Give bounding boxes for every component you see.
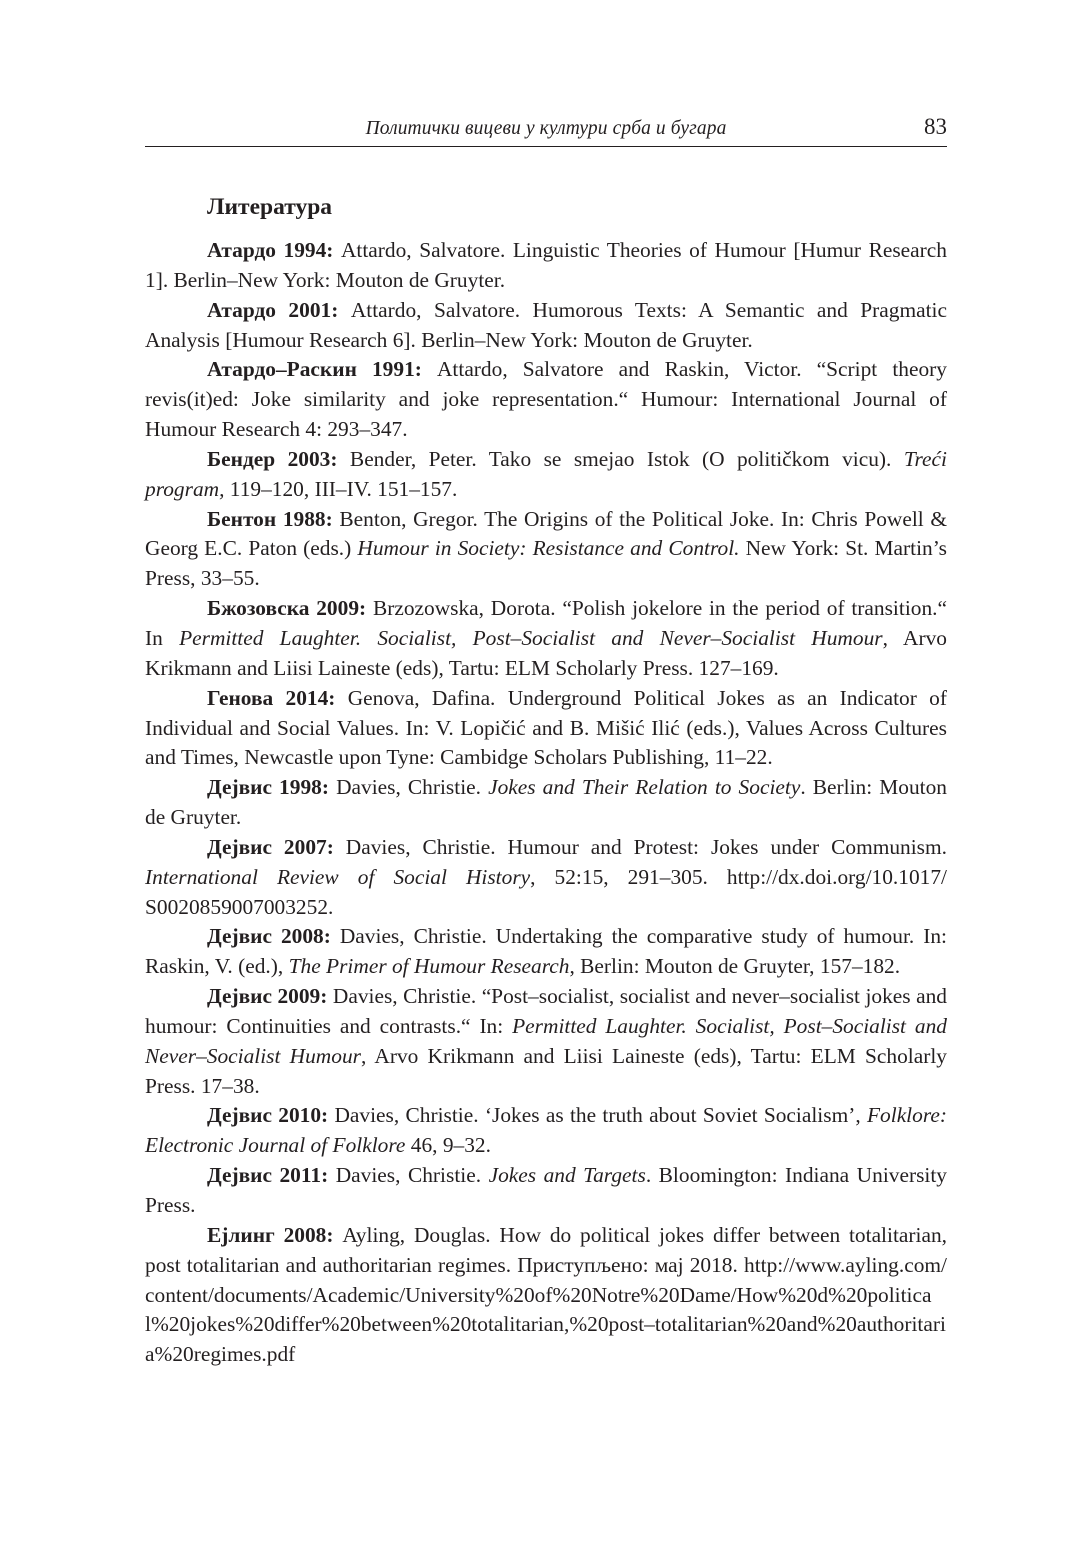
reference-entry xyxy=(145,773,947,833)
reference-italic-title: Humour in Society: Resistance and Control. xyxy=(357,536,740,561)
reference-key: Атардо 2001: xyxy=(207,297,339,322)
reference-text: Davies, Christie. xyxy=(335,1163,482,1188)
reference-text: Ayling, Douglas. How do political jokes differ between totalitarian, post totalitarian and authoritarian regimes. Приступљено: мај 2018. xyxy=(145,1222,947,1277)
reference-text: . Bloomington: Indiana University Press. xyxy=(145,1163,947,1217)
reference-entry xyxy=(145,236,947,296)
reference-entry xyxy=(145,1221,947,1370)
page-number: 83 xyxy=(924,114,947,139)
reference-entry xyxy=(145,833,947,923)
reference-text: 46, 9–32. xyxy=(410,1133,491,1158)
section-title: Литература xyxy=(207,194,333,220)
running-head xyxy=(145,112,947,147)
reference-text: Attardo, Salvatore and Raskin, Victor. “Script theory revis(it)ed: Joke similarity and joke representation.“ Humour: International Journal of Humour Research 4: 293–347. xyxy=(145,357,947,442)
reference-entry xyxy=(145,1101,947,1161)
reference-entry xyxy=(145,594,947,684)
reference-key: Дејвис 2010: xyxy=(207,1103,329,1128)
reference-list xyxy=(145,236,947,1370)
reference-italic-title: The Primer of Humour Research xyxy=(288,954,570,979)
reference-text: Davies, Christie. ‘Jokes as the truth about Soviet Socialism’, xyxy=(334,1103,861,1128)
reference-entry xyxy=(145,505,947,595)
reference-text: Davies, Christie. “Post–socialist, socialist and never–socialist jokes and humour: Continuities and contrasts.“ In: xyxy=(145,984,947,1038)
reference-text: Davies, Christie. Humour and Protest: Jokes under Communism. xyxy=(345,834,947,859)
reference-text: New York: St. Martin’s Press, 33–55. xyxy=(145,536,947,591)
reference-entry xyxy=(145,1161,947,1221)
reference-italic-title: Folklore: Electronic Journal of Folklore xyxy=(145,1103,947,1158)
reference-entry xyxy=(145,922,947,982)
reference-entry xyxy=(145,684,947,774)
reference-key: Атардо 1994: xyxy=(207,238,334,262)
reference-italic-title: International Review of Social History xyxy=(145,864,531,889)
running-title: Политички вицеви у култури срба и бугара xyxy=(365,118,727,139)
reference-key: Генова 2014: xyxy=(207,685,336,710)
reference-text: , Berlin: Mouton de Gruyter, 157–182. xyxy=(569,954,901,979)
reference-text: Brzozowska, Dorota. “Polish jokelore in the period of transition.“ In xyxy=(145,596,947,650)
reference-text: , Arvo Krikmann and Liisi Laineste (eds), Tartu: ELM Scholarly Press. 17–38. xyxy=(145,1043,947,1098)
reference-italic-title: Permitted Laughter. Socialist, Post–Socialist and Never–Socialist Humour xyxy=(145,1013,947,1068)
reference-key: Ејлинг 2008: xyxy=(207,1222,334,1247)
reference-italic-title: Permitted Laughter. Socialist, Post–Socialist and Never–Socialist Humour xyxy=(179,625,883,650)
bibliography-section xyxy=(145,190,947,1370)
reference-entry xyxy=(145,445,947,505)
reference-text: Attardo, Salvatore. Humorous Texts: A Semantic and Pragmatic Analysis [Humour Research 6]. Berlin–New York: Mouton de Gruyter. xyxy=(145,297,947,352)
reference-key: Бентон 1988: xyxy=(207,506,333,531)
reference-text: Attardo, Salvatore. Linguistic Theories of Humour [Humur Research 1]. Berlin–New York: Mouton de Gruyter. xyxy=(145,238,947,292)
reference-text: Genova, Dafina. Underground Political Jokes as an Indicator of Individual and Social Values. In: V. Lopičić and B. Mišić Ilić (eds.), Values Across Cultures and Times, Newcastle upon Tyne: Cambidge Scholars Publishing, 11–22. xyxy=(145,685,947,770)
reference-text: , 52:15, 291–305. http://dx.doi.org/10.1017/ S0020859007003252. xyxy=(145,864,947,919)
reference-key: Бендер 2003: xyxy=(207,446,338,471)
reference-entry xyxy=(145,355,947,445)
reference-url: http://www.ayling.com/content/documents/Academic/University%20of%20Notre%20Dame/How%20d%20political%20jokes%20differ%20between%20totalitarian,%20post–totalitarian%20and%20authoritaria%20regimes.pdf xyxy=(145,1252,947,1367)
reference-key: Бжозовска 2009: xyxy=(207,596,367,621)
reference-key: Дејвис 1998: xyxy=(207,775,329,800)
reference-key: Дејвис 2007: xyxy=(207,834,334,859)
reference-text: Davies, Christie. xyxy=(336,775,481,800)
reference-italic-title: Treći program, xyxy=(145,446,947,501)
reference-text: , Arvo Krikmann and Liisi Laineste (eds), Tartu: ELM Scholarly Press. 127–169. xyxy=(145,625,947,680)
reference-text: Benton, Gregor. The Origins of the Political Joke. In: Chris Powell & Georg E.C. Paton (eds.) xyxy=(145,506,947,561)
reference-key: Дејвис 2011: xyxy=(207,1163,329,1188)
reference-text: . Berlin: Mouton de Gruyter. xyxy=(145,775,947,830)
reference-entry xyxy=(145,982,947,1101)
reference-text: Bender, Peter. Tako se smejao Istok (O političkom vicu). xyxy=(349,446,892,471)
reference-text: 119–120, III–IV. 151–157. xyxy=(229,476,458,501)
reference-key: Дејвис 2008: xyxy=(207,924,331,949)
reference-key: Атардо–Раскин 1991: xyxy=(207,357,422,382)
reference-italic-title: Jokes and Their Relation to Society xyxy=(488,775,801,800)
reference-text: Davies, Christie. Undertaking the comparative study of humour. In: Raskin, V. (ed.), xyxy=(145,924,947,979)
reference-key: Дејвис 2009: xyxy=(207,984,328,1009)
reference-italic-title: Jokes and Targets xyxy=(488,1163,646,1188)
reference-entry xyxy=(145,296,947,356)
